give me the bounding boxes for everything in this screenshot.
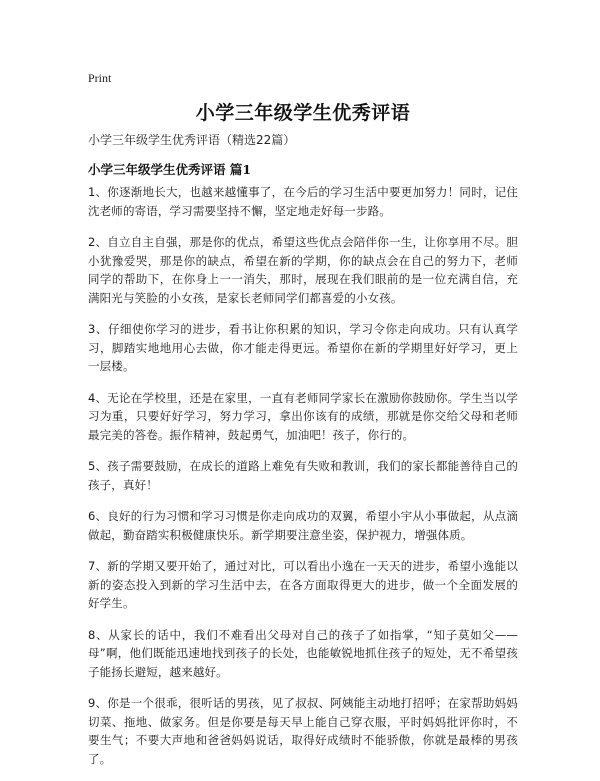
paragraph: 9、你是一个很乖，很听话的男孩，见了叔叔、阿姨能主动地打招呼；在家帮助妈妈切菜、拖地、做家务。但是你要是每天早上能自己穿衣服，平时妈妈批评你时，不要生气；不要大声地和爸爸妈妈说话，取得好成绩时不能骄傲，你就是最棒的男孩了。 (88, 696, 518, 766)
paragraph: 4、无论在学校里，还是在家里，一直有老师同学家长在激励你鼓励你。学生当以学习为重，只要好好学习，努力学习，拿出你该有的成绩，那就是你交给父母和老师最完美的答卷。振作精神，鼓起勇气，加油吧！孩子，你行的。 (88, 390, 518, 442)
section-heading: 小学三年级学生优秀评语 篇1 (88, 162, 252, 177)
print-link[interactable]: Print (88, 71, 112, 85)
document-subtitle: 小学三年级学生优秀评语（精选22篇） (88, 133, 296, 147)
paragraph: 1、你逐渐地长大，也越来越懂事了，在今后的学习生活中要更加努力！同时，记住沈老师的寄语，学习需要坚持不懈，坚定地走好每一步路。 (88, 185, 518, 218)
paragraph: 2、自立自主自强，那是你的优点，希望这些优点会陪伴你一生，让你享用不尽。胆小犹豫爱哭，那是你的缺点，希望在新的学期，你的缺点会在自己的努力下，老师同学的帮助下，在你身上一一消失，那时，展现在我们眼前的是一位充满自信，充满阳光与笑脸的小女孩，是家长老师同学们都喜爱的小女孩。 (88, 235, 518, 305)
paragraph: 3、仔细使你学习的进步，看书让你积累的知识，学习令你走向成功。只有认真学习，脚踏实地地用心去做，你才能走得更远。希望你在新的学期里好好学习，更上一层楼。 (88, 322, 518, 373)
paragraph-list (88, 183, 518, 781)
paragraph: 7、新的学期又要开始了，通过对比，可以看出小逸在一天天的进步，希望小逸能以新的姿态投入到新的学习生活中去，在各方面取得更大的进步，做一个全面发展的好学生。 (88, 559, 518, 610)
paragraph: 5、孩子需要鼓励，在成长的道路上难免有失败和教训，我们的家长都能善待自己的孩子，真好！ (88, 459, 518, 492)
document-title: 小学三年级学生优秀评语 (195, 102, 411, 124)
paragraph: 6、良好的行为习惯和学习习惯是你走向成功的双翼，希望小宇从小事做起，从点滴做起，勤奋踏实积极健康快乐。新学期要注意坐姿，保护视力，增强体质。 (88, 509, 518, 542)
paragraph: 8、从家长的话中，我们不难看出父母对自己的孩子了如指掌，“知子莫如父——母”啊，他们既能迅速地找到孩子的长处，也能敏锐地抓住孩子的短处，无不希望孩子能扬长避短，越来越好。 (88, 627, 518, 679)
